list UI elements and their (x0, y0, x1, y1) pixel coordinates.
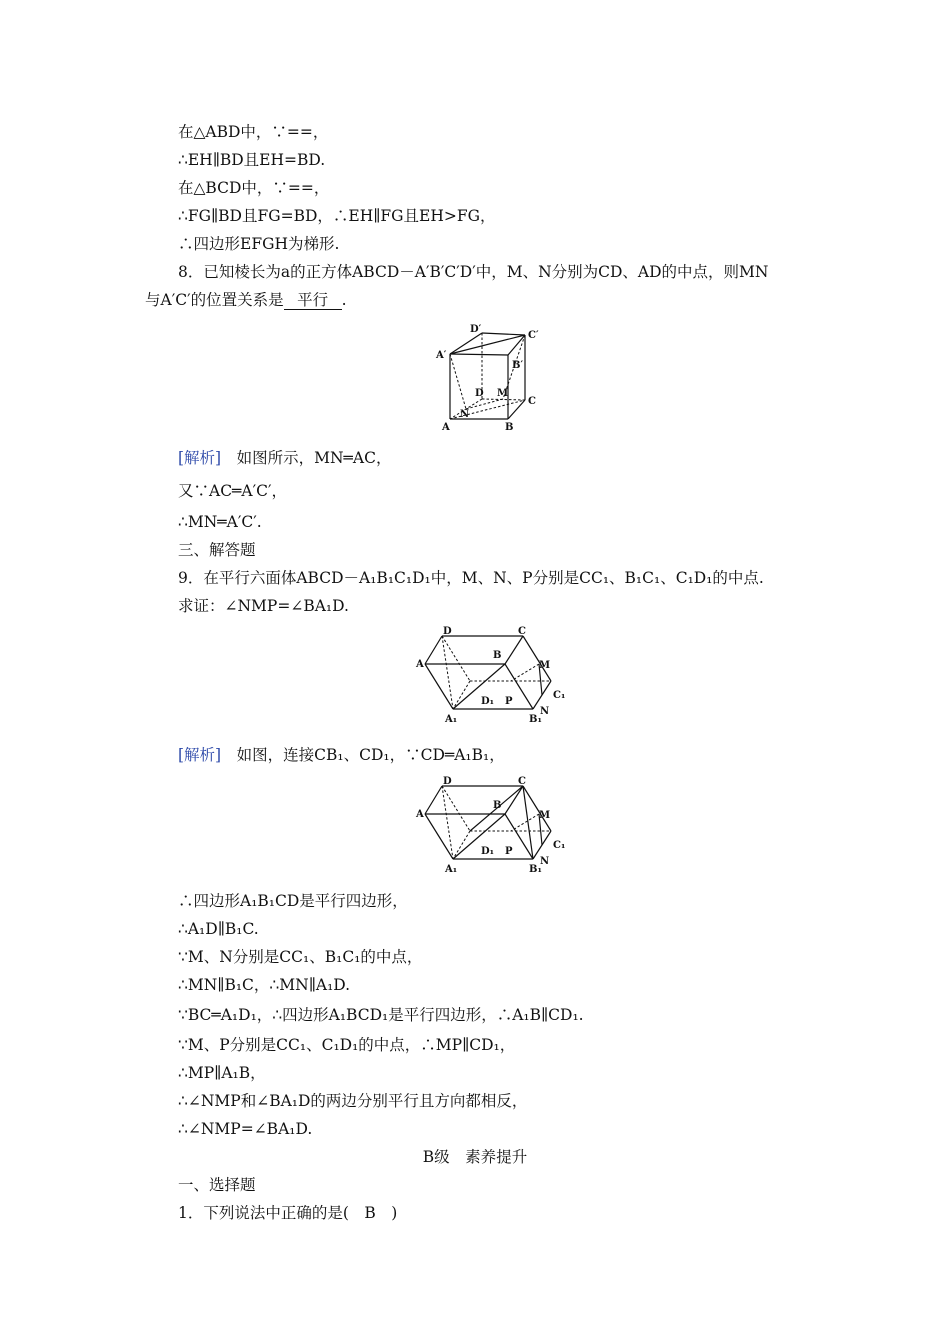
prism-label: C (518, 776, 526, 787)
question-9: 9．在平行六面体ABCD－A₁B₁C₁D₁中，M、N、P分别是CC₁、B₁C₁、C₁D₁的中点. (178, 569, 764, 587)
prism-label: P (505, 696, 513, 707)
solution-9-line-1 (178, 745, 505, 765)
solution-text: 如图，连接CB₁、CD₁，∵CD═A₁B₁， (236, 746, 505, 764)
proof-line: ∴A₁D∥B₁C. (178, 920, 259, 938)
cube-label: M (497, 388, 509, 399)
solution-8-line-1 (178, 448, 391, 468)
solution-8-line-3: ∴MN═A′C′. (178, 513, 262, 531)
proof-line: ∴MN∥B₁C，∴MN∥A₁D. (178, 976, 351, 994)
proof-line: ∵M、N分别是CC₁、B₁C₁的中点， (178, 948, 423, 966)
cube-label: D (475, 388, 484, 399)
prism-figure-1 (415, 624, 570, 732)
cube-label: C′ (528, 330, 539, 341)
prism-label: A (416, 659, 424, 670)
cube-label: N (460, 409, 470, 420)
prism-label: B₁ (529, 864, 542, 875)
prism-label: A₁ (445, 864, 458, 875)
prism-label: N (540, 856, 550, 867)
question-1: 1．下列说法中正确的是( B ) (178, 1204, 398, 1222)
proof-line: ∴四边形A₁B₁CD是平行四边形， (178, 892, 408, 910)
cube-label: A (442, 422, 450, 433)
section-heading: 一、选择题 (178, 1176, 256, 1194)
cube-figure (430, 322, 550, 434)
prism-label: D₁ (481, 696, 495, 707)
proof-line: ∴MP∥A₁B， (178, 1064, 266, 1082)
prism-label: D (443, 776, 452, 787)
prism-label: C₁ (553, 690, 566, 701)
proof-line: ∵BC═A₁D₁，∴四边形A₁BCD₁是平行四边形，∴A₁B∥CD₁. (178, 1006, 584, 1024)
question-8-line-1: 8．已知棱长为a的正方体ABCD－A′B′C′D′中，M、N分别为CD、AD的中点，则MN (178, 263, 769, 281)
prism-label: D₁ (481, 846, 495, 857)
text-line: ∴四边形EFGH为梯形. (178, 235, 340, 253)
proof-line: ∴∠NMP和∠BA₁D的两边分别平行且方向都相反， (178, 1092, 528, 1110)
prism-figure-2 (415, 774, 570, 882)
prism-label: M (539, 810, 551, 821)
solution-tag: [解析] (178, 746, 222, 764)
prism-label: C₁ (553, 840, 566, 851)
cube-label: C (528, 396, 536, 407)
prism-label: B (493, 650, 502, 661)
solution-tag: [解析] (178, 449, 222, 467)
question-9-prove: 求证：∠NMP=∠BA₁D. (178, 597, 349, 615)
section-heading: 三、解答题 (178, 541, 256, 559)
prism-label: N (540, 706, 550, 717)
prism-label: M (539, 660, 551, 671)
text-line: 在△BCD中，∵==， (178, 179, 330, 197)
prism-label: A₁ (445, 714, 458, 725)
solution-text: 如图所示，MN═AC， (236, 449, 392, 467)
prism-label: P (505, 846, 513, 857)
question-8-line-2 (145, 290, 347, 310)
proof-line: ∵M、P分别是CC₁、C₁D₁的中点，∴MP∥CD₁， (178, 1036, 516, 1054)
cube-label: A′ (436, 350, 447, 361)
answer-blank: 平行 (284, 291, 342, 310)
text-line: 在△ABD中，∵==， (178, 123, 329, 141)
level-heading: B级 素养提升 (422, 1148, 528, 1166)
text-line: ∴EH∥BD且EH=BD. (178, 151, 326, 169)
cube-label: D′ (470, 324, 482, 335)
question-8-end: . (341, 291, 347, 309)
text-line: ∴FG∥BD且FG=BD，∴EH∥FG且EH>FG， (178, 207, 496, 225)
cube-label: B (505, 422, 514, 433)
question-8-text: 与A′C′的位置关系是 (145, 291, 284, 309)
prism-label: D (443, 626, 452, 637)
prism-label: B₁ (529, 714, 542, 725)
prism-label: A (416, 809, 424, 820)
prism-label: C (518, 626, 526, 637)
prism-label: B (493, 800, 502, 811)
cube-label: B′ (512, 360, 524, 371)
solution-8-line-2: 又∵AC═A′C′， (178, 482, 287, 500)
proof-line: ∴∠NMP=∠BA₁D. (178, 1120, 313, 1138)
